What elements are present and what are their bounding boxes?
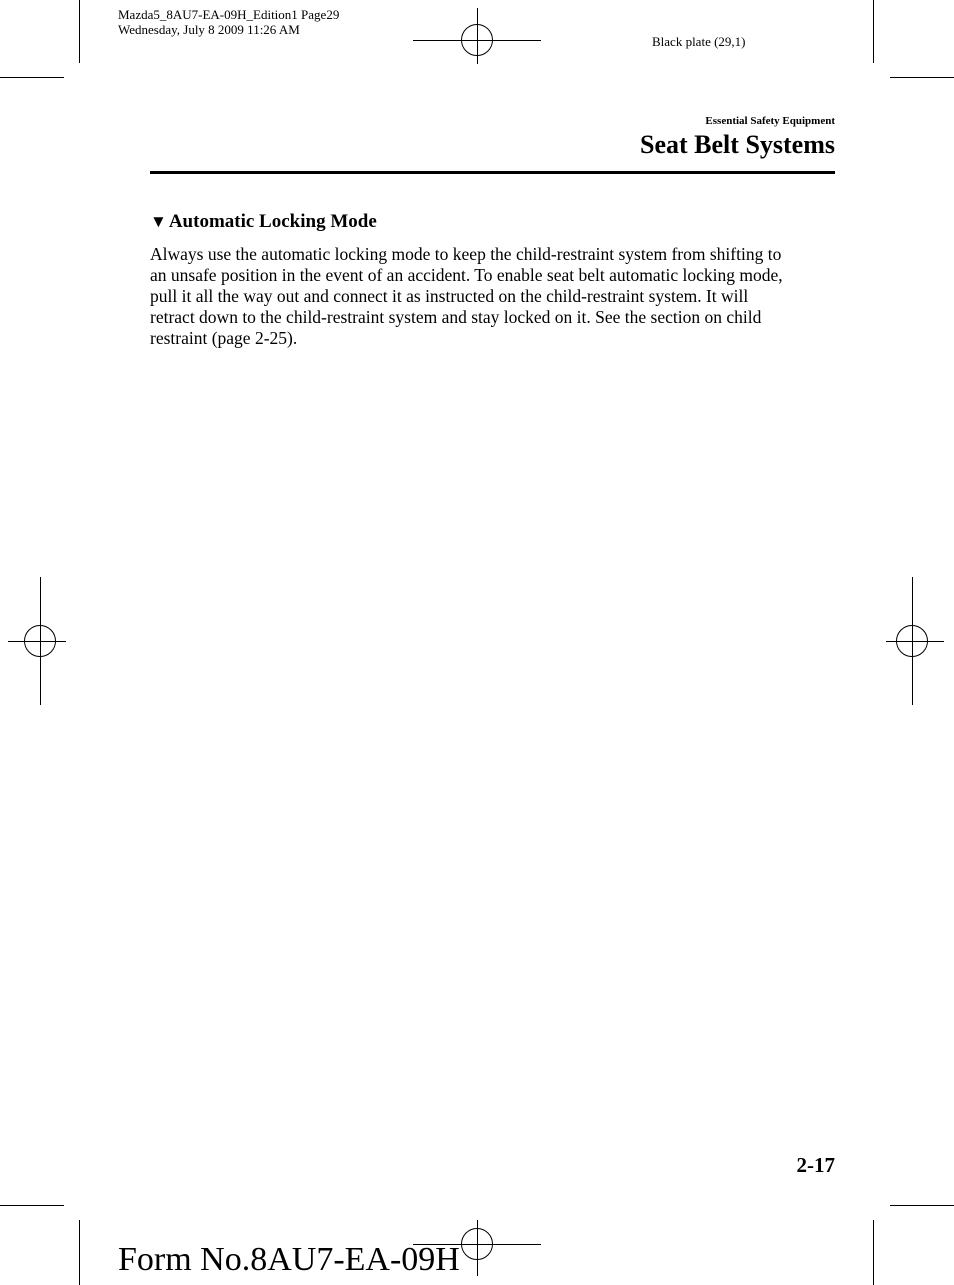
page-number: 2-17 [796,1153,835,1177]
title-underline [150,171,835,174]
body-line: an unsafe position in the event of an accident. To enable seat belt automatic locking mode, [150,265,783,285]
registration-right-circle [896,625,928,657]
crop-mark-top-left-horizontal [0,77,64,78]
form-number: Form No.8AU7-EA-09H [118,1241,460,1278]
body-paragraph [150,244,836,349]
body-line: retract down to the child-restraint system and stay locked on it. See the section on child [150,307,762,327]
registration-top-circle [461,24,493,56]
crop-mark-bottom-right-vertical [873,1220,874,1285]
file-info-line: Mazda5_8AU7-EA-09H_Edition1 Page29 [118,7,340,22]
crop-mark-top-right-vertical [873,0,874,63]
crop-mark-bottom-left-horizontal [0,1205,64,1206]
body-line: restraint (page 2-25). [150,328,298,348]
body-line: Always use the automatic locking mode to keep the child-restraint system from shifting to [150,244,782,264]
crop-mark-bottom-left-vertical [79,1220,80,1285]
triangle-down-icon: ▼ [150,212,167,231]
body-line: pull it all the way out and connect it as instructed on the child-restraint system. It will [150,286,749,306]
section-category: Essential Safety Equipment [705,115,835,127]
registration-left-circle [24,625,56,657]
subheading-text: Automatic Locking Mode [168,211,377,232]
page-title: Seat Belt Systems [640,130,835,159]
print-date-line: Wednesday, July 8 2009 11:26 AM [118,22,300,37]
subheading [150,210,377,234]
crop-mark-bottom-right-horizontal [890,1205,954,1206]
crop-mark-top-left-vertical [79,0,80,63]
crop-mark-top-right-horizontal [890,77,954,78]
plate-label: Black plate (29,1) [652,34,746,49]
registration-bottom-circle [461,1228,493,1260]
